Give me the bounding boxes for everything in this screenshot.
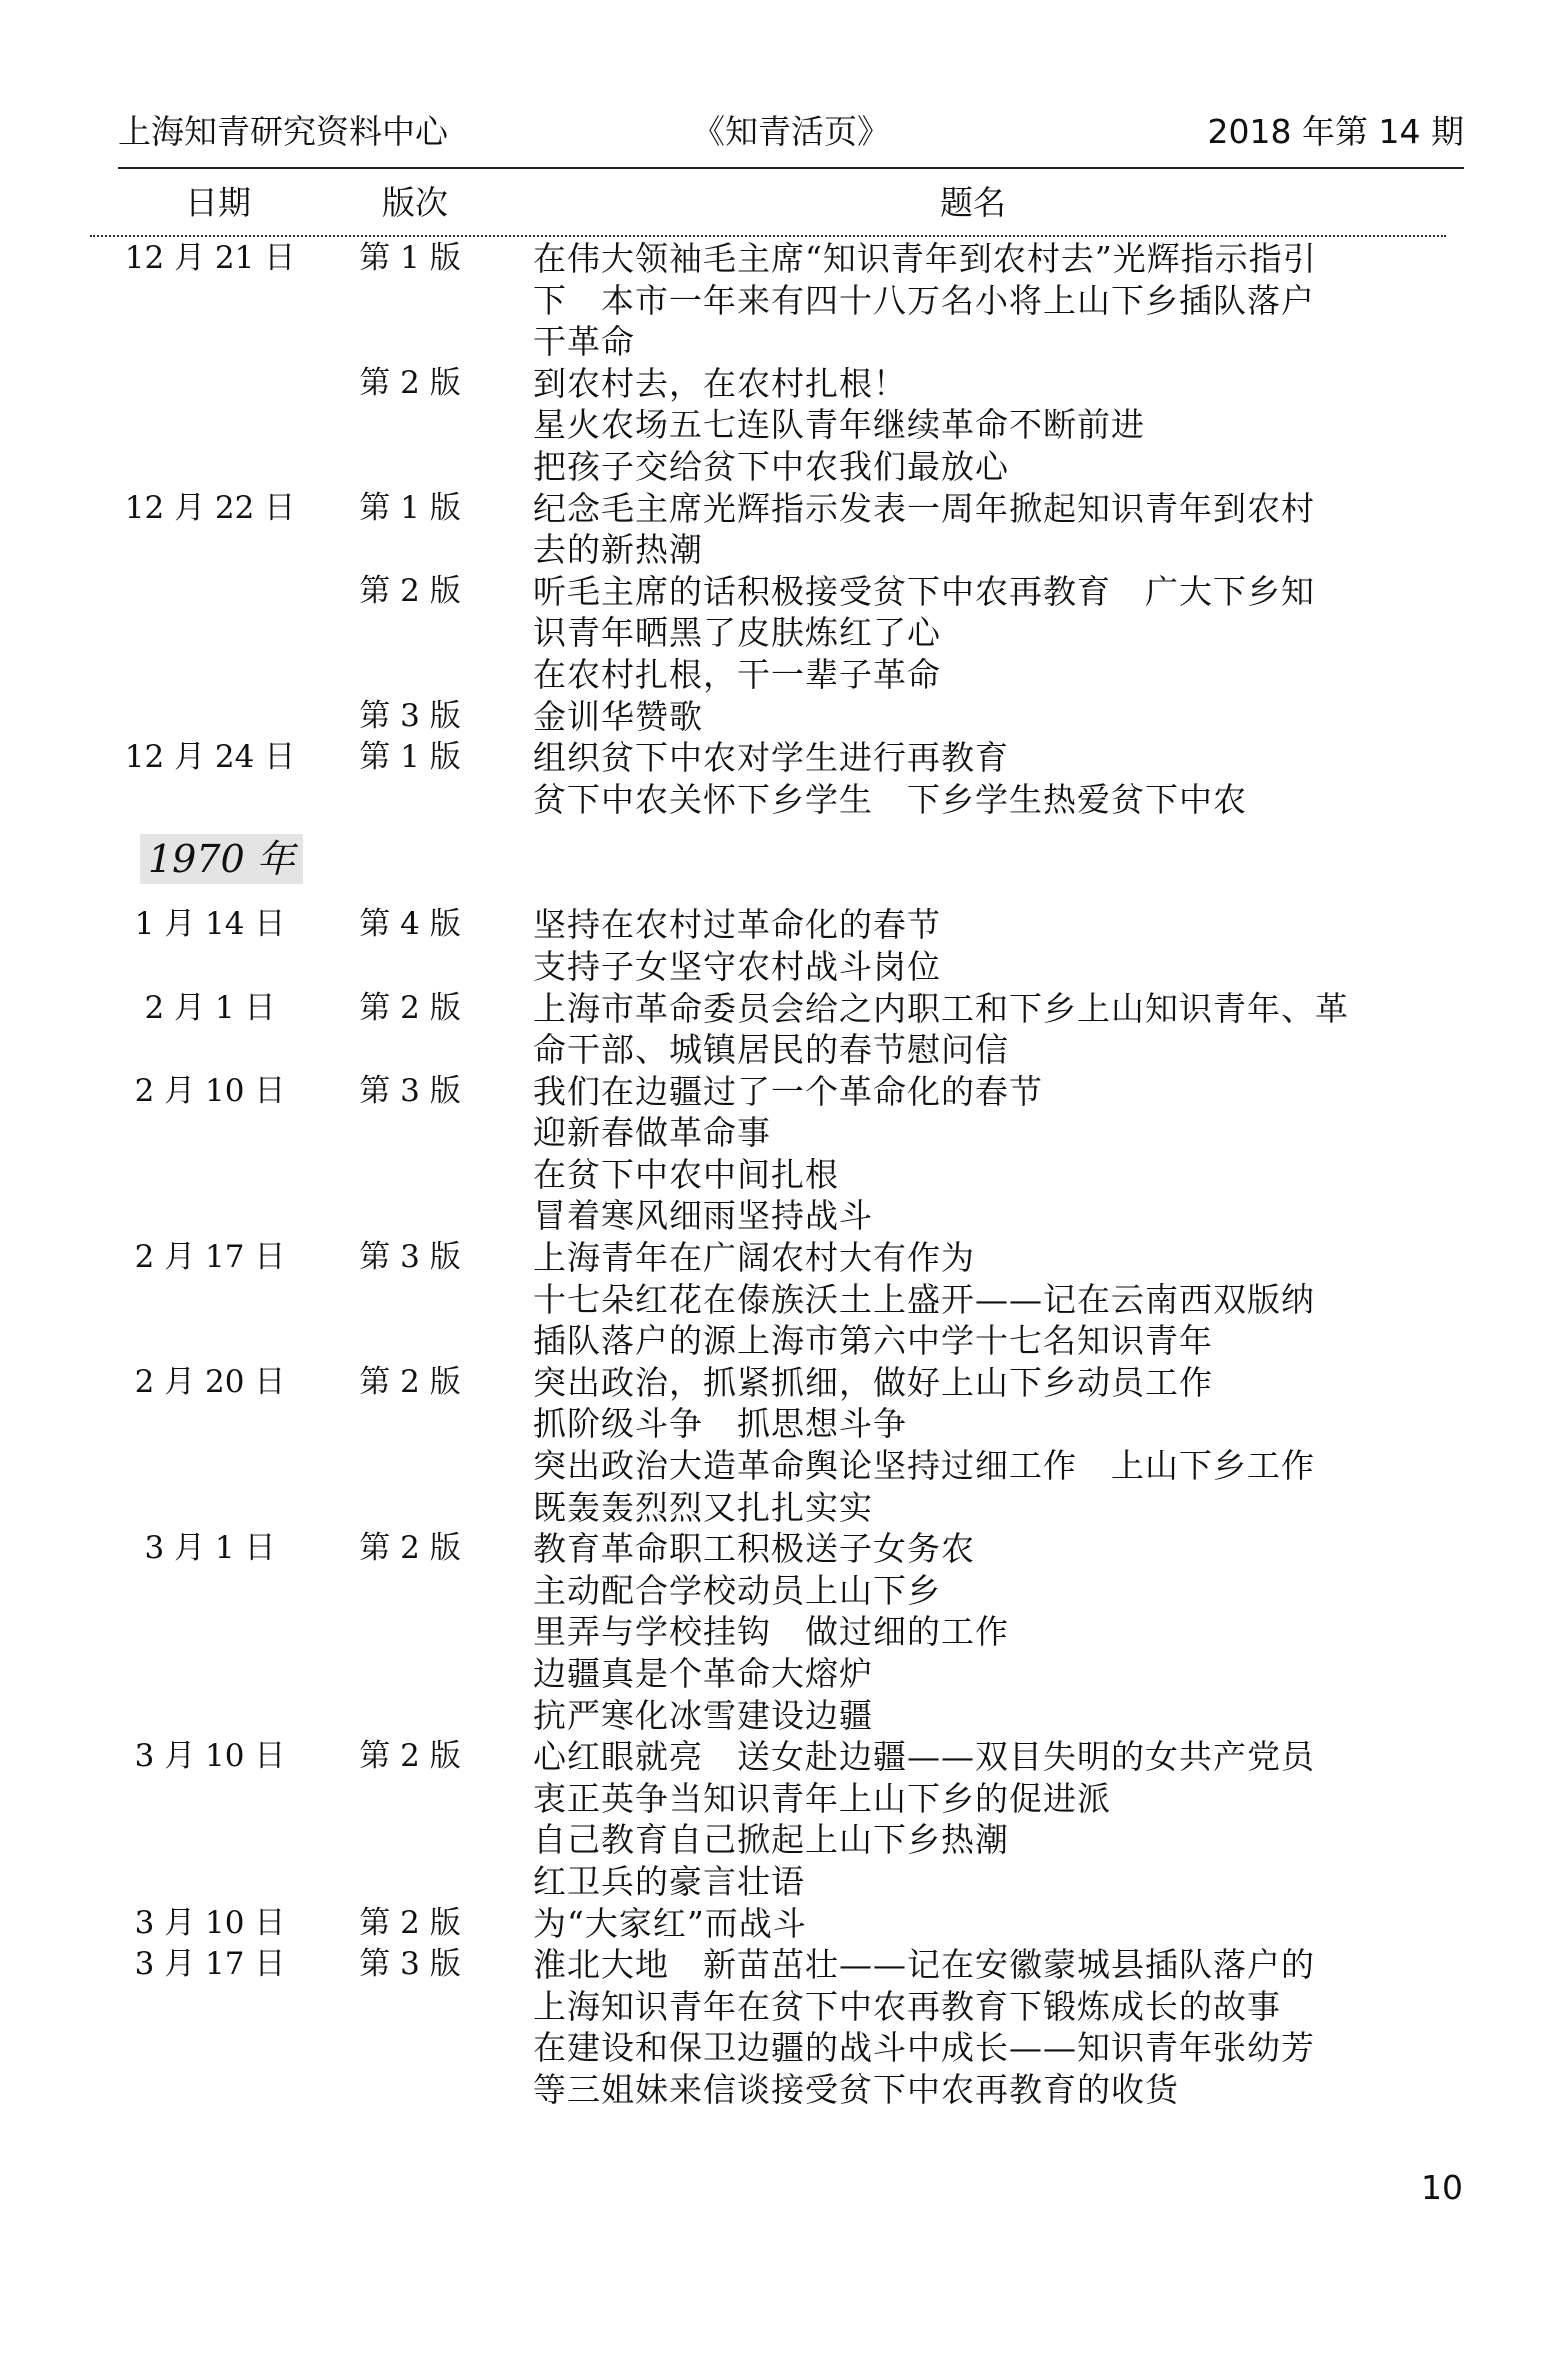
title-line: 淮北大地 新苗茁壮——记在安徽蒙城县插队落户的 xyxy=(533,1945,1315,1985)
column-header-date: 日期 xyxy=(185,183,251,222)
title-line: 干革命 xyxy=(533,322,635,362)
entry-date: 2 月 1 日 xyxy=(144,989,276,1026)
title-line: 上海市革命委员会给之内职工和下乡上山知识青年、革 xyxy=(533,988,1349,1028)
title-line: 在建设和保卫边疆的战斗中成长——知识青年张幼芳 xyxy=(533,2028,1315,2068)
column-header-divider xyxy=(90,235,1446,237)
column-header-title: 题名 xyxy=(940,183,1006,222)
entry-edition: 第 3 版 xyxy=(359,1946,461,1983)
title-line: 在贫下中农中间扎根 xyxy=(533,1154,839,1194)
index-entry xyxy=(0,1362,1551,1528)
title-line: 为“大家红”而战斗 xyxy=(533,1903,807,1943)
title-line: 红卫兵的豪言壮语 xyxy=(533,1861,805,1901)
title-line: 命干部、城镇居民的春节慰问信 xyxy=(533,1030,1009,1070)
index-entry xyxy=(0,1237,1551,1362)
entry-date: 2 月 10 日 xyxy=(134,1072,286,1109)
title-line: 等三姐妹来信谈接受贫下中农再教育的收货 xyxy=(533,2069,1179,2109)
entry-titles xyxy=(533,696,1433,738)
title-line: 十七朵红花在傣族沃土上盛开——记在云南西双版纳 xyxy=(533,1279,1315,1319)
title-line: 突出政治大造革命舆论坚持过细工作 上山下乡工作 xyxy=(533,1446,1315,1486)
entry-titles xyxy=(533,737,1433,820)
entry-edition: 第 1 版 xyxy=(359,739,461,776)
index-entry xyxy=(0,696,1551,738)
entry-date: 2 月 17 日 xyxy=(134,1239,286,1276)
title-line: 迎新春做革命事 xyxy=(533,1113,771,1153)
title-line: 识青年晒黑了皮肤炼红了心 xyxy=(533,613,941,653)
entry-edition: 第 2 版 xyxy=(359,1904,461,1941)
title-line: 上海知识青年在贫下中农再教育下锻炼成长的故事 xyxy=(533,1986,1281,2026)
title-line: 冒着寒风细雨坚持战斗 xyxy=(533,1196,873,1236)
entry-titles xyxy=(533,1903,1433,1945)
index-entry xyxy=(0,1903,1551,1945)
entry-edition: 第 3 版 xyxy=(359,1239,461,1276)
title-line: 突出政治，抓紧抓细，做好上山下乡动员工作 xyxy=(533,1362,1213,1402)
title-line: 上海青年在广阔农村大有作为 xyxy=(533,1238,975,1278)
title-line: 下 本市一年来有四十八万名小将上山下乡插队落户 xyxy=(533,280,1315,320)
title-line: 去的新热潮 xyxy=(533,530,703,570)
entry-edition: 第 1 版 xyxy=(359,240,461,276)
page-number: 10 xyxy=(1421,2168,1463,2207)
index-entry xyxy=(0,988,1551,1071)
title-line: 抗严寒化冰雪建设边疆 xyxy=(533,1695,873,1735)
title-line: 星火农场五七连队青年继续革命不断前进 xyxy=(533,405,1145,445)
entry-edition: 第 2 版 xyxy=(359,364,461,401)
entry-titles xyxy=(533,238,1433,363)
title-line: 我们在边疆过了一个革命化的春节 xyxy=(533,1071,1043,1111)
entry-titles xyxy=(533,363,1433,488)
title-line: 到农村去，在农村扎根！ xyxy=(533,363,907,403)
title-line: 边疆真是个革命大熔炉 xyxy=(533,1654,873,1693)
entry-date: 3 月 10 日 xyxy=(134,1738,286,1775)
index-entry xyxy=(0,1736,1551,1902)
entry-titles xyxy=(533,571,1433,696)
title-line: 在农村扎根，干一辈子革命 xyxy=(533,654,941,694)
entry-date: 1 月 14 日 xyxy=(134,906,286,943)
title-line: 听毛主席的话积极接受贫下中农再教育 广大下乡知 xyxy=(533,571,1315,611)
title-line: 支持子女坚守农村战斗岗位 xyxy=(533,946,941,986)
index-entry xyxy=(0,238,1551,363)
index-entry xyxy=(0,737,1551,820)
title-line: 在伟大领袖毛主席“知识青年到农村去”光辉指示指引 xyxy=(533,239,1317,278)
entry-titles xyxy=(533,904,1433,987)
title-line: 坚持在农村过革命化的春节 xyxy=(533,905,941,945)
index-entry xyxy=(0,1528,1551,1736)
year-heading xyxy=(0,820,1551,904)
header-issue: 2018 年第 14 期 xyxy=(1207,112,1464,151)
header-publication: 《知青活页》 xyxy=(692,112,890,151)
title-line: 教育革命职工积极送子女务农 xyxy=(533,1529,975,1569)
title-line: 金训华赞歌 xyxy=(533,696,703,736)
entry-date: 3 月 10 日 xyxy=(134,1904,286,1941)
entry-date: 3 月 17 日 xyxy=(134,1946,286,1983)
entry-edition: 第 4 版 xyxy=(359,906,461,943)
entry-date: 12 月 21 日 xyxy=(124,240,296,276)
entry-edition: 第 2 版 xyxy=(359,1530,461,1567)
entry-date: 12 月 22 日 xyxy=(124,489,296,526)
header-rule xyxy=(118,167,1464,169)
index-table xyxy=(0,238,1551,2111)
index-entry xyxy=(0,1071,1551,1237)
page-header xyxy=(118,108,1464,156)
index-entry xyxy=(0,904,1551,987)
title-line: 把孩子交给贫下中农我们最放心 xyxy=(533,446,1009,486)
entry-edition: 第 1 版 xyxy=(359,489,461,526)
entry-titles xyxy=(533,1237,1433,1362)
title-line: 贫下中农关怀下乡学生 下乡学生热爱贫下中农 xyxy=(533,779,1247,819)
entry-titles xyxy=(533,1071,1433,1237)
header-publisher: 上海知青研究资料中心 xyxy=(118,112,448,151)
title-line: 插队落户的源上海市第六中学十七名知识青年 xyxy=(533,1321,1213,1361)
entry-edition: 第 2 版 xyxy=(359,572,461,609)
entry-edition: 第 2 版 xyxy=(359,1363,461,1400)
title-line: 主动配合学校动员上山下乡 xyxy=(533,1570,941,1610)
title-line: 纪念毛主席光辉指示发表一周年掀起知识青年到农村 xyxy=(533,488,1315,528)
index-entry xyxy=(0,363,1551,488)
title-line: 衷正英争当知识青年上山下乡的促进派 xyxy=(533,1778,1111,1818)
entry-date: 2 月 20 日 xyxy=(134,1363,286,1400)
entry-edition: 第 2 版 xyxy=(359,1738,461,1775)
entry-titles xyxy=(533,488,1433,571)
column-header-edition: 版次 xyxy=(382,183,448,222)
entry-titles xyxy=(533,1528,1433,1736)
entry-edition: 第 2 版 xyxy=(359,989,461,1026)
entry-edition: 第 3 版 xyxy=(359,697,461,734)
index-entry xyxy=(0,1944,1551,2110)
title-line: 既轰轰烈烈又扎扎实实 xyxy=(533,1487,873,1527)
entry-date: 12 月 24 日 xyxy=(124,739,296,776)
entry-edition: 第 3 版 xyxy=(359,1072,461,1109)
index-entry xyxy=(0,571,1551,696)
entry-titles xyxy=(533,1362,1433,1528)
entry-titles xyxy=(533,988,1433,1071)
year-label: 1970 年 xyxy=(140,834,303,884)
entry-titles xyxy=(533,1736,1433,1902)
entry-titles xyxy=(533,1944,1433,2110)
title-line: 抓阶级斗争 抓思想斗争 xyxy=(533,1404,907,1444)
title-line: 自己教育自己掀起上山下乡热潮 xyxy=(533,1820,1009,1860)
index-entry xyxy=(0,488,1551,571)
title-line: 里弄与学校挂钩 做过细的工作 xyxy=(533,1612,1009,1652)
title-line: 心红眼就亮 送女赴边疆——双目失明的女共产党员 xyxy=(533,1737,1315,1777)
entry-date: 3 月 1 日 xyxy=(144,1530,276,1567)
title-line: 组织贫下中农对学生进行再教育 xyxy=(533,738,1009,778)
